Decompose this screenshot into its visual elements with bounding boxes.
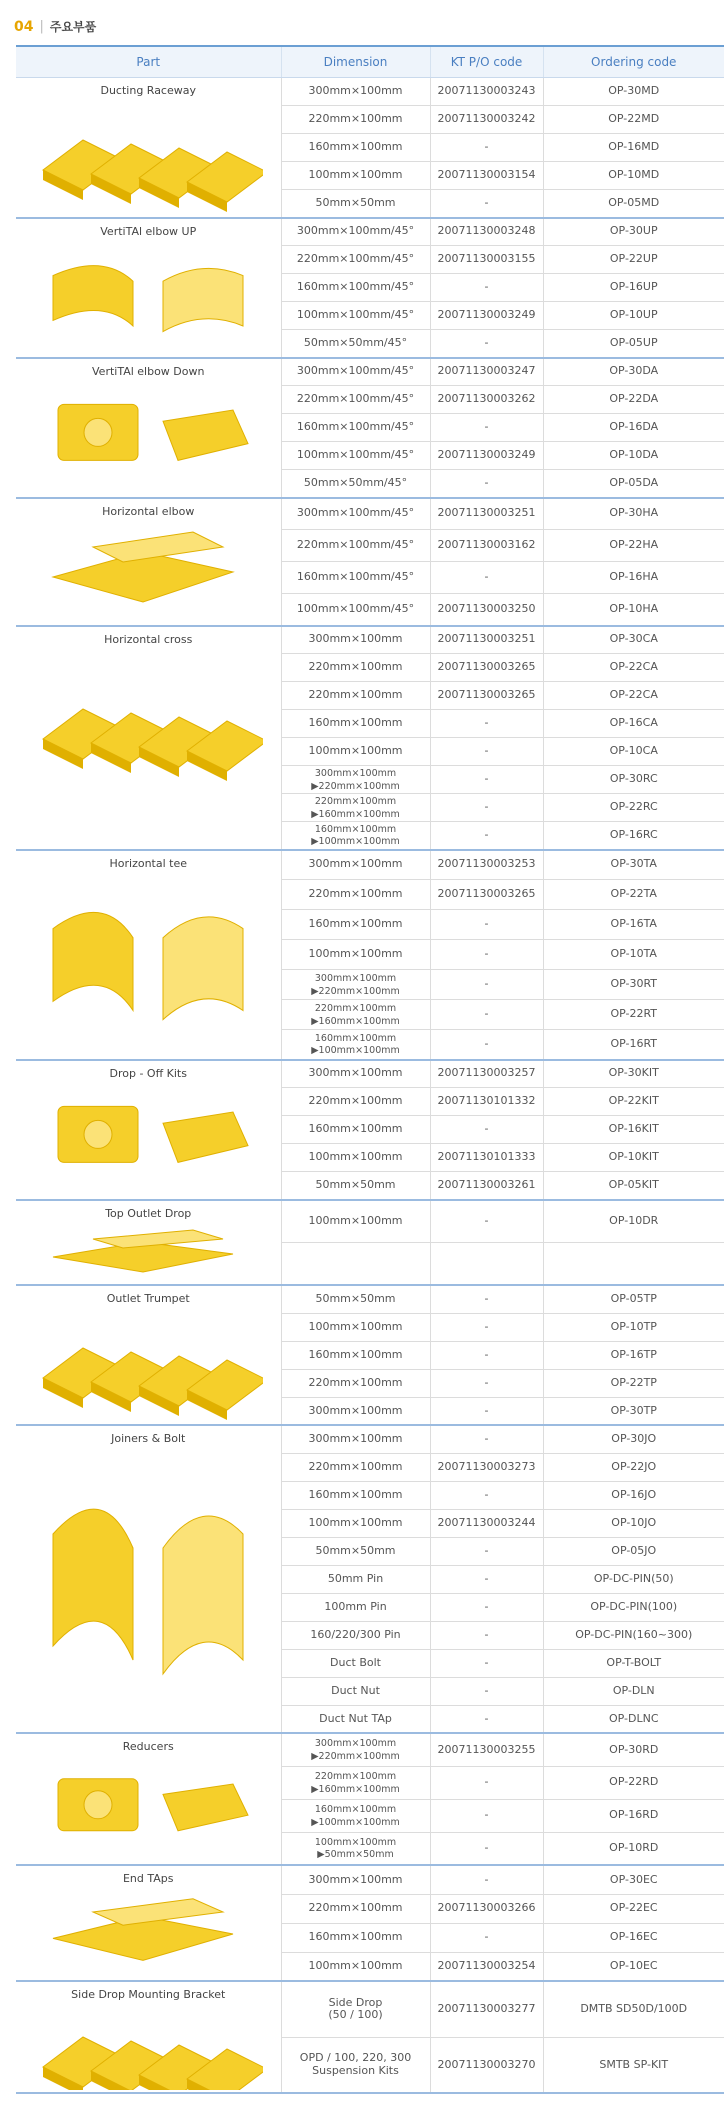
table-row — [16, 1285, 724, 1313]
ordering-code-cell: OP-05TP — [543, 1285, 724, 1313]
kt-po-code-cell: - — [430, 738, 543, 766]
dimension-cell: 160mm×100mm — [281, 710, 430, 738]
table-row — [16, 1981, 724, 2037]
dimension-cell: 300mm×100mm — [281, 1425, 430, 1453]
part-illustration — [33, 382, 263, 494]
kt-po-code-cell: 20071130003251 — [430, 498, 543, 530]
ordering-code-cell: OP-22UP — [543, 246, 724, 274]
ordering-code-cell: OP-30MD — [543, 78, 724, 106]
kt-po-code-cell: - — [430, 1799, 543, 1832]
kt-po-code-cell: 20071130003162 — [430, 530, 543, 562]
ordering-code-cell: OP-16RC — [543, 822, 724, 850]
part-illustration — [33, 242, 263, 354]
dimension-cell: 160mm×100mm/45° — [281, 562, 430, 594]
part-name: Joiners & Bolt — [111, 1432, 186, 1446]
part-cell — [16, 1285, 281, 1425]
dimension-cell: 300mm×100mm — [281, 850, 430, 880]
dimension-cell: 100mm×100mm — [281, 1200, 430, 1243]
kt-po-code-cell: 20071130003265 — [430, 880, 543, 910]
kt-po-code-cell: - — [430, 1649, 543, 1677]
part-name: VertiTAl elbow UP — [100, 224, 197, 238]
kt-po-code-cell: - — [430, 1369, 543, 1397]
ordering-code-cell: OP-22KIT — [543, 1088, 724, 1116]
kt-po-code-cell: - — [430, 1116, 543, 1144]
ordering-code-cell: OP-30UP — [543, 218, 724, 246]
column-header-dimension: Dimension — [281, 46, 430, 78]
kt-po-code-cell: - — [430, 710, 543, 738]
ordering-code-cell: OP-30RT — [543, 970, 724, 1000]
part-illustration — [33, 102, 263, 214]
kt-po-code-cell: 20071130003249 — [430, 302, 543, 330]
dimension-cell: 100mm×100mm/45° — [281, 302, 430, 330]
part-illustration — [33, 2006, 263, 2090]
column-header-ordering-code: Ordering code — [543, 46, 724, 78]
ordering-code-cell: OP-22EC — [543, 1894, 724, 1923]
ordering-code-cell: DMTB SD50D/100D — [543, 1981, 724, 2037]
column-header-part: Part — [16, 46, 281, 78]
kt-po-code-cell: - — [430, 1313, 543, 1341]
ordering-code-cell: OP-30CA — [543, 626, 724, 654]
dimension-cell: 220mm×100mm/45° — [281, 530, 430, 562]
part-name: Horizontal cross — [104, 632, 193, 646]
kt-po-code-cell: - — [430, 766, 543, 794]
part-cell — [16, 1981, 281, 2093]
table-header-row — [16, 46, 724, 78]
ordering-code-cell: OP-DLNC — [543, 1705, 724, 1733]
dimension-cell: 160mm×100mm/45° — [281, 414, 430, 442]
dimension-cell: 220mm×100mm/45° — [281, 246, 430, 274]
dimension-cell: 50mm×50mm — [281, 190, 430, 218]
dimension-cell: 100mm×100mm — [281, 162, 430, 190]
ordering-code-cell: OP-DC-PIN(160~300) — [543, 1621, 724, 1649]
ordering-code-cell: OP-05DA — [543, 470, 724, 498]
kt-po-code-cell: 20071130003244 — [430, 1509, 543, 1537]
kt-po-code-cell: 20071130003243 — [430, 78, 543, 106]
dimension-cell: 50mm Pin — [281, 1565, 430, 1593]
ordering-code-cell: SMTB SP-KIT — [543, 2037, 724, 2093]
dimension-cell: 160mm×100mm — [281, 1341, 430, 1369]
dimension-cell: 160mm×100mm — [281, 1923, 430, 1952]
ordering-code-cell: OP-16JO — [543, 1481, 724, 1509]
ordering-code-cell: OP-22DA — [543, 386, 724, 414]
table-row — [16, 850, 724, 880]
ordering-code-cell: OP-10RD — [543, 1832, 724, 1865]
kt-po-code-cell: - — [430, 1481, 543, 1509]
dimension-cell: 100mm×100mm — [281, 1313, 430, 1341]
part-cell — [16, 1865, 281, 1981]
ordering-code-cell: OP-10MD — [543, 162, 724, 190]
kt-po-code-cell: 20071130003254 — [430, 1952, 543, 1981]
kt-po-code-cell: 20071130003261 — [430, 1172, 543, 1200]
dimension-cell: 50mm×50mm/45° — [281, 330, 430, 358]
kt-po-code-cell: 20071130003265 — [430, 682, 543, 710]
dimension-cell: Duct Bolt — [281, 1649, 430, 1677]
part-illustration — [33, 1758, 263, 1862]
part-illustration — [33, 1084, 263, 1196]
dimension-cell: 300mm×100mm — [281, 626, 430, 654]
kt-po-code-cell: - — [430, 1705, 543, 1733]
part-name: Top Outlet Drop — [105, 1206, 192, 1220]
ordering-code-cell: OP-10EC — [543, 1952, 724, 1981]
part-illustration — [33, 650, 263, 846]
dimension-cell: 160mm×100mm ▶100mm×100mm — [281, 822, 430, 850]
dimension-cell: 50mm×50mm — [281, 1285, 430, 1313]
kt-po-code-cell: 20071130003265 — [430, 654, 543, 682]
dimension-cell: 300mm×100mm — [281, 78, 430, 106]
ordering-code-cell: OP-30HA — [543, 498, 724, 530]
part-name: Reducers — [122, 1740, 174, 1754]
dimension-cell: 160mm×100mm — [281, 1116, 430, 1144]
ordering-code-cell: OP-DLN — [543, 1677, 724, 1705]
kt-po-code-cell: - — [430, 822, 543, 850]
ordering-code-cell: OP-30JO — [543, 1425, 724, 1453]
dimension-cell: Duct Nut TAp — [281, 1705, 430, 1733]
kt-po-code-cell: 20071130003262 — [430, 386, 543, 414]
dimension-cell: 300mm×100mm — [281, 1865, 430, 1894]
kt-po-code-cell: 20071130003273 — [430, 1453, 543, 1481]
ordering-code-cell: OP-10JO — [543, 1509, 724, 1537]
column-header-kt-po-code: KT P/O code — [430, 46, 543, 78]
kt-po-code-cell: - — [430, 1537, 543, 1565]
ordering-code-cell: OP-16MD — [543, 134, 724, 162]
ordering-code-cell: OP-22RT — [543, 1000, 724, 1030]
dimension-cell: 50mm×50mm — [281, 1172, 430, 1200]
table-row — [16, 498, 724, 530]
dimension-cell: 220mm×100mm — [281, 1369, 430, 1397]
ordering-code-cell: OP-16HA — [543, 562, 724, 594]
ordering-code-cell: OP-10DR — [543, 1200, 724, 1243]
dimension-cell: 220mm×100mm — [281, 1453, 430, 1481]
part-cell — [16, 78, 281, 218]
part-illustration — [33, 874, 263, 1056]
dimension-cell: 100mm×100mm ▶50mm×50mm — [281, 1832, 430, 1865]
dimension-cell: 220mm×100mm — [281, 1088, 430, 1116]
ordering-code-cell: OP-30EC — [543, 1865, 724, 1894]
kt-po-code-cell: - — [430, 274, 543, 302]
dimension-cell: 220mm×100mm — [281, 682, 430, 710]
part-name: Ducting Raceway — [100, 84, 196, 97]
dimension-cell: 220mm×100mm — [281, 880, 430, 910]
dimension-cell: 160mm×100mm/45° — [281, 274, 430, 302]
part-illustration — [33, 1890, 263, 1978]
ordering-code-cell: OP-30TA — [543, 850, 724, 880]
ordering-code-cell: OP-22RD — [543, 1766, 724, 1799]
kt-po-code-cell: - — [430, 562, 543, 594]
part-cell — [16, 1200, 281, 1286]
ordering-code-cell: OP-22TP — [543, 1369, 724, 1397]
ordering-code-cell: OP-16DA — [543, 414, 724, 442]
dimension-cell: 160mm×100mm — [281, 134, 430, 162]
dimension-cell: 100mm×100mm — [281, 1952, 430, 1981]
kt-po-code-cell: 20071130003251 — [430, 626, 543, 654]
dimension-cell: 160mm×100mm ▶100mm×100mm — [281, 1030, 430, 1060]
part-cell — [16, 626, 281, 850]
part-name: Outlet Trumpet — [106, 1292, 190, 1306]
part-cell — [16, 498, 281, 626]
dimension-cell: 100mm×100mm — [281, 940, 430, 970]
kt-po-code-cell: - — [430, 1341, 543, 1369]
dimension-cell: 300mm×100mm — [281, 1397, 430, 1425]
ordering-code-cell: OP-05MD — [543, 190, 724, 218]
ordering-code-cell: OP-22HA — [543, 530, 724, 562]
kt-po-code-cell: - — [430, 414, 543, 442]
ordering-code-cell: OP-10KIT — [543, 1144, 724, 1172]
ordering-code-cell: OP-10TA — [543, 940, 724, 970]
kt-po-code-cell: - — [430, 1621, 543, 1649]
ordering-code-cell: OP-22TA — [543, 880, 724, 910]
ordering-code-cell: OP-16CA — [543, 710, 724, 738]
part-cell — [16, 850, 281, 1060]
section-separator: | — [39, 19, 44, 34]
part-cell — [16, 358, 281, 498]
kt-po-code-cell: - — [430, 1285, 543, 1313]
ordering-code-cell: OP-05KIT — [543, 1172, 724, 1200]
part-cell — [16, 1060, 281, 1200]
table-row — [16, 1060, 724, 1088]
kt-po-code-cell: - — [430, 190, 543, 218]
parts-table — [16, 45, 724, 2094]
ordering-code-cell: OP-16KIT — [543, 1116, 724, 1144]
ordering-code-cell: OP-16RD — [543, 1799, 724, 1832]
dimension-cell: Side Drop (50 / 100) — [281, 1981, 430, 2037]
ordering-code-cell: OP-30RD — [543, 1733, 724, 1766]
ordering-code-cell: OP-16RT — [543, 1030, 724, 1060]
part-illustration — [33, 522, 263, 622]
dimension-cell: 100mm×100mm — [281, 1509, 430, 1537]
ordering-code-cell: OP-10UP — [543, 302, 724, 330]
kt-po-code-cell: 20071130003255 — [430, 1733, 543, 1766]
dimension-cell: 300mm×100mm ▶220mm×100mm — [281, 970, 430, 1000]
ordering-code-cell: OP-T-BOLT — [543, 1649, 724, 1677]
part-illustration — [33, 1224, 263, 1284]
kt-po-code-cell: - — [430, 134, 543, 162]
kt-po-code-cell: - — [430, 470, 543, 498]
ordering-code-cell: OP-05UP — [543, 330, 724, 358]
kt-po-code-cell: 20071130003253 — [430, 850, 543, 880]
part-name: Horizontal elbow — [102, 504, 195, 518]
kt-po-code-cell: - — [430, 330, 543, 358]
kt-po-code-cell: - — [430, 1923, 543, 1952]
ordering-code-cell: OP-10HA — [543, 594, 724, 626]
ordering-code-cell: OP-16UP — [543, 274, 724, 302]
dimension-cell: 300mm×100mm/45° — [281, 498, 430, 530]
kt-po-code-cell — [430, 1242, 543, 1285]
dimension-cell: 300mm×100mm/45° — [281, 358, 430, 386]
ordering-code-cell: OP-16TA — [543, 910, 724, 940]
dimension-cell: 220mm×100mm — [281, 1894, 430, 1923]
ordering-code-cell: OP-22CA — [543, 682, 724, 710]
kt-po-code-cell: - — [430, 1565, 543, 1593]
dimension-cell — [281, 1242, 430, 1285]
ordering-code-cell: OP-22MD — [543, 106, 724, 134]
kt-po-code-cell: 20071130003242 — [430, 106, 543, 134]
kt-po-code-cell: - — [430, 1593, 543, 1621]
kt-po-code-cell: 20071130101332 — [430, 1088, 543, 1116]
kt-po-code-cell: 20071130003277 — [430, 1981, 543, 2037]
kt-po-code-cell: - — [430, 1677, 543, 1705]
dimension-cell: 50mm×50mm — [281, 1537, 430, 1565]
dimension-cell: 220mm×100mm — [281, 654, 430, 682]
kt-po-code-cell: - — [430, 1397, 543, 1425]
dimension-cell: 220mm×100mm — [281, 106, 430, 134]
kt-po-code-cell: - — [430, 1865, 543, 1894]
dimension-cell: 100mm Pin — [281, 1593, 430, 1621]
kt-po-code-cell: - — [430, 1000, 543, 1030]
kt-po-code-cell: - — [430, 1030, 543, 1060]
dimension-cell: 100mm×100mm/45° — [281, 442, 430, 470]
dimension-cell: 220mm×100mm ▶160mm×100mm — [281, 1766, 430, 1799]
table-row — [16, 218, 724, 246]
dimension-cell: 160mm×100mm ▶100mm×100mm — [281, 1799, 430, 1832]
kt-po-code-cell: 20071130003248 — [430, 218, 543, 246]
dimension-cell: 100mm×100mm — [281, 1144, 430, 1172]
dimension-cell: 300mm×100mm ▶220mm×100mm — [281, 766, 430, 794]
dimension-cell: 160/220/300 Pin — [281, 1621, 430, 1649]
ordering-code-cell: OP-22CA — [543, 654, 724, 682]
kt-po-code-cell: 20071130101333 — [430, 1144, 543, 1172]
kt-po-code-cell: - — [430, 1832, 543, 1865]
part-illustration — [33, 1310, 263, 1422]
kt-po-code-cell: 20071130003247 — [430, 358, 543, 386]
kt-po-code-cell: - — [430, 794, 543, 822]
dimension-cell: 160mm×100mm — [281, 1481, 430, 1509]
table-row — [16, 1865, 724, 1894]
dimension-cell: 300mm×100mm — [281, 1060, 430, 1088]
dimension-cell: 220mm×100mm ▶160mm×100mm — [281, 1000, 430, 1030]
ordering-code-cell: OP-DC-PIN(100) — [543, 1593, 724, 1621]
table-row — [16, 626, 724, 654]
part-name: Drop - Off Kits — [109, 1066, 187, 1080]
table-row — [16, 1733, 724, 1766]
ordering-code-cell: OP-30DA — [543, 358, 724, 386]
dimension-cell: 100mm×100mm/45° — [281, 594, 430, 626]
ordering-code-cell: OP-30TP — [543, 1397, 724, 1425]
dimension-cell: 220mm×100mm/45° — [281, 386, 430, 414]
ordering-code-cell: OP-10CA — [543, 738, 724, 766]
table-row — [16, 358, 724, 386]
dimension-cell: 160mm×100mm — [281, 910, 430, 940]
dimension-cell: 300mm×100mm ▶220mm×100mm — [281, 1733, 430, 1766]
kt-po-code-cell: - — [430, 1766, 543, 1799]
dimension-cell: 100mm×100mm — [281, 738, 430, 766]
kt-po-code-cell: - — [430, 1200, 543, 1243]
dimension-cell: 300mm×100mm/45° — [281, 218, 430, 246]
dimension-cell: 220mm×100mm ▶160mm×100mm — [281, 794, 430, 822]
part-name: Side Drop Mounting Bracket — [71, 1988, 226, 2002]
kt-po-code-cell: 20071130003249 — [430, 442, 543, 470]
ordering-code-cell: OP-DC-PIN(50) — [543, 1565, 724, 1593]
part-name: End TAps — [122, 1872, 174, 1886]
kt-po-code-cell: 20071130003257 — [430, 1060, 543, 1088]
kt-po-code-cell: 20071130003154 — [430, 162, 543, 190]
part-cell — [16, 1733, 281, 1865]
section-number: 04 — [14, 18, 34, 35]
ordering-code-cell: OP-05JO — [543, 1537, 724, 1565]
ordering-code-cell: OP-10TP — [543, 1313, 724, 1341]
ordering-code-cell: OP-10DA — [543, 442, 724, 470]
part-cell — [16, 1425, 281, 1733]
kt-po-code-cell: - — [430, 910, 543, 940]
dimension-cell: Duct Nut — [281, 1677, 430, 1705]
part-name: Horizontal tee — [109, 856, 187, 870]
kt-po-code-cell: 20071130003270 — [430, 2037, 543, 2093]
ordering-code-cell — [543, 1242, 724, 1285]
kt-po-code-cell: - — [430, 940, 543, 970]
part-name: VertiTAl elbow Down — [92, 364, 205, 378]
table-row — [16, 78, 724, 106]
ordering-code-cell: OP-30RC — [543, 766, 724, 794]
kt-po-code-cell: 20071130003266 — [430, 1894, 543, 1923]
part-cell — [16, 218, 281, 358]
dimension-cell: 50mm×50mm/45° — [281, 470, 430, 498]
kt-po-code-cell: 20071130003250 — [430, 594, 543, 626]
table-row — [16, 1425, 724, 1453]
section-name: 주요부품 — [49, 20, 97, 34]
ordering-code-cell: OP-22JO — [543, 1453, 724, 1481]
section-title — [14, 18, 96, 35]
ordering-code-cell: OP-30KIT — [543, 1060, 724, 1088]
kt-po-code-cell: - — [430, 1425, 543, 1453]
ordering-code-cell: OP-16EC — [543, 1923, 724, 1952]
ordering-code-cell: OP-22RC — [543, 794, 724, 822]
part-illustration — [33, 1450, 263, 1730]
kt-po-code-cell: 20071130003155 — [430, 246, 543, 274]
kt-po-code-cell: - — [430, 970, 543, 1000]
ordering-code-cell: OP-16TP — [543, 1341, 724, 1369]
dimension-cell: OPD / 100, 220, 300 Suspension Kits — [281, 2037, 430, 2093]
table-row — [16, 1200, 724, 1243]
